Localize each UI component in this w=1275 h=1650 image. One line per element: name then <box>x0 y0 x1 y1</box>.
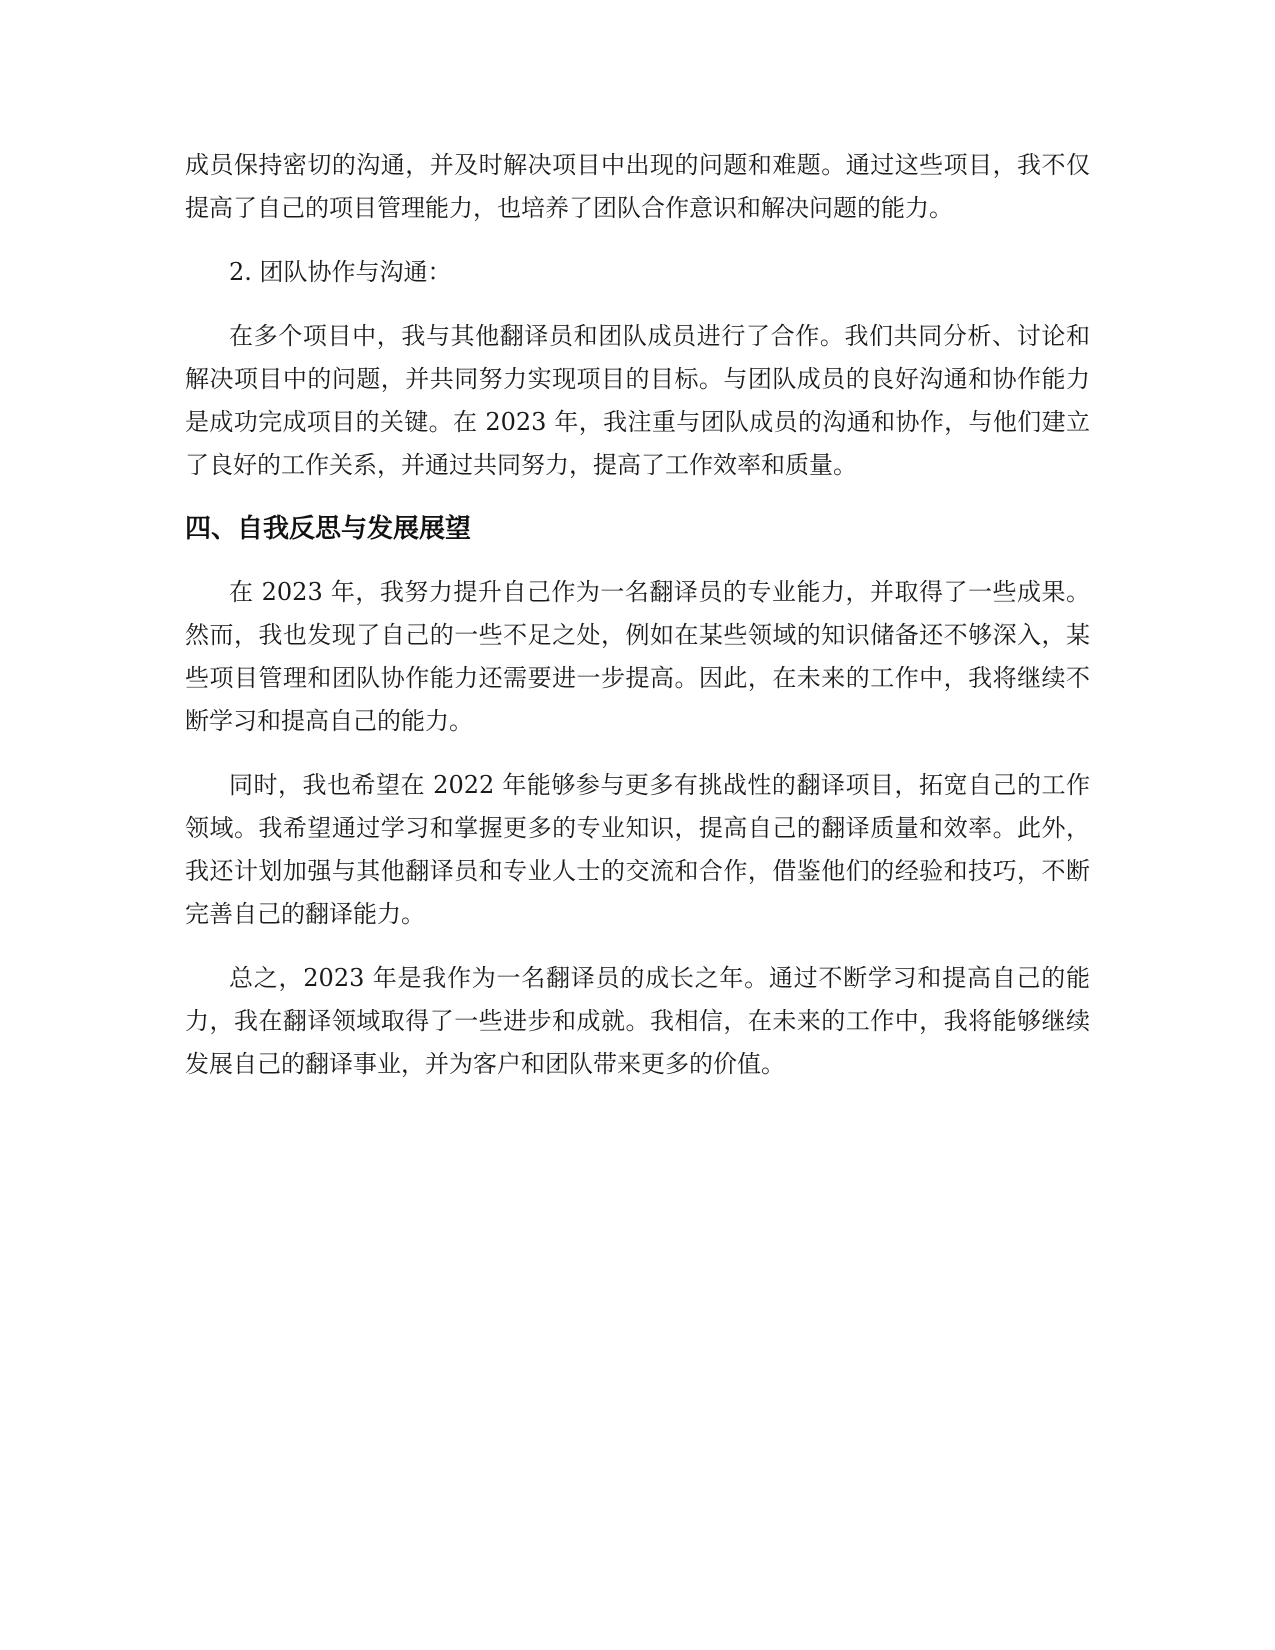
document-body <box>185 144 1090 1107</box>
list-item-team-collaboration: 2. 团队协作与沟通： <box>229 258 452 286</box>
paragraph-outlook: 同时，我也希望在 2022 年能够参与更多有挑战性的翻译项目，拓宽自己的工作领域。我希望通过学习和掌握更多的专业知识，提高自己的翻译质量和效率。此外，我还计划加强与其他翻译员和专业人士的交流和合作，借鉴他们的经验和技巧，不断完善自己的翻译能力。 <box>185 771 1090 928</box>
paragraph-team-collaboration: 在多个项目中，我与其他翻译员和团队成员进行了合作。我们共同分析、讨论和解决项目中的问题，并共同努力实现项目的目标。与团队成员的良好沟通和协作能力是成功完成项目的关键。在 2023 年，我注重与团队成员的沟通和协作，与他们建立了良好的工作关系，并通过共同努力，提高了工作效率和质量。 <box>185 322 1090 479</box>
paragraph-self-reflection: 在 2023 年，我努力提升自己作为一名翻译员的专业能力，并取得了一些成果。然而，我也发现了自己的一些不足之处，例如在某些领域的知识储备还不够深入，某些项目管理和团队协作能力还需要进一步提高。因此，在未来的工作中，我将继续不断学习和提高自己的能力。 <box>185 578 1090 735</box>
paragraph-continuation: 成员保持密切的沟通，并及时解决项目中出现的问题和难题。通过这些项目，我不仅提高了自己的项目管理能力，也培养了团队合作意识和解决问题的能力。 <box>185 151 1090 222</box>
paragraph-conclusion: 总之，2023 年是我作为一名翻译员的成长之年。通过不断学习和提高自己的能力，我在翻译领域取得了一些进步和成就。我相信，在未来的工作中，我将能够继续发展自己的翻译事业，并为客户和团队带来更多的价值。 <box>185 964 1090 1078</box>
section-heading: 四、自我反思与发展展望 <box>185 514 472 544</box>
